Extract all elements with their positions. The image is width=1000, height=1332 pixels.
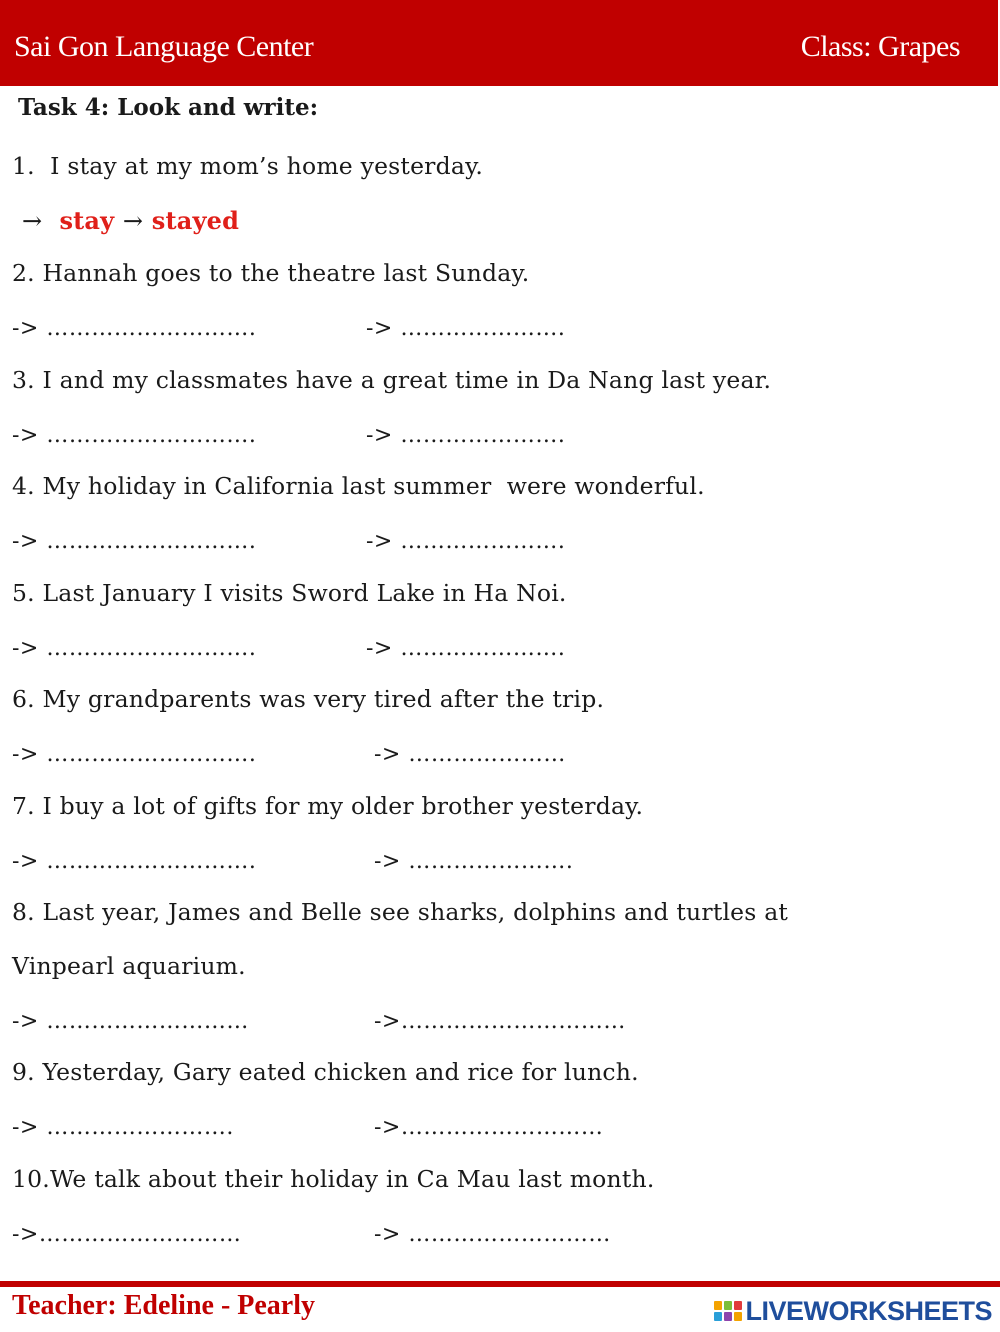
question-9: 9. Yesterday, Gary eated chicken and rice for lunch. [12, 1058, 639, 1086]
task-title: Task 4: Look and write: [18, 94, 319, 121]
answer-10b[interactable]: -> ……………………… [374, 1222, 611, 1247]
footer-divider [0, 1281, 1000, 1287]
answer-2a[interactable]: -> ………………………. [12, 316, 257, 341]
question-10: 10.We talk about their holiday in Ca Mau last month. [12, 1165, 655, 1193]
answer-10a[interactable]: ->……………………… [12, 1222, 242, 1247]
answer-7a[interactable]: -> ………………………. [12, 849, 257, 874]
answer-4a[interactable]: -> ………………………. [12, 529, 257, 554]
arrow-icon: → [122, 207, 144, 235]
brand-name: LIVEWORKSHEETS [745, 1295, 992, 1326]
answer-9b[interactable]: ->……………………… [374, 1115, 604, 1140]
answer-9a[interactable]: -> ……………………. [12, 1115, 234, 1140]
arrow-icon: → [22, 207, 43, 235]
question-7: 7. I buy a lot of gifts for my older brother yesterday. [12, 792, 644, 820]
question-8: 8. Last year, James and Belle see sharks, dolphins and turtles at [12, 898, 789, 926]
teacher-name: Teacher: Edeline - Pearly [12, 1290, 316, 1321]
answer-5a[interactable]: -> ………………………. [12, 636, 257, 661]
answer-3a[interactable]: -> ………………………. [12, 423, 257, 448]
answer-8b[interactable]: ->………………………… [374, 1009, 626, 1034]
answer-7b[interactable]: -> …………………. [374, 849, 574, 874]
example-right: stayed [151, 206, 240, 235]
logo-grid-icon [714, 1301, 742, 1321]
answer-6b[interactable]: -> ………………… [374, 742, 566, 767]
question-4: 4. My holiday in California last summer were wonderful. [12, 472, 705, 500]
answer-2b[interactable]: -> …………………. [366, 316, 566, 341]
class-name: Class: Grapes [800, 30, 960, 63]
question-8-cont: Vinpearl aquarium. [12, 952, 246, 980]
question-3: 3. I and my classmates have a great time in Da Nang last year. [12, 366, 772, 394]
answer-6a[interactable]: -> ………………………. [12, 742, 257, 767]
answer-5b[interactable]: -> …………………. [366, 636, 566, 661]
example-answer [22, 206, 239, 235]
answer-3b[interactable]: -> …………………. [366, 423, 566, 448]
center-name: Sai Gon Language Center [14, 30, 314, 63]
question-5: 5. Last January I visits Sword Lake in Ha Noi. [12, 579, 567, 607]
question-6: 6. My grandparents was very tired after the trip. [12, 685, 605, 713]
example-wrong: stay [59, 206, 115, 235]
answer-4b[interactable]: -> …………………. [366, 529, 566, 554]
liveworksheets-logo[interactable] [714, 1296, 992, 1326]
question-1: 1. I stay at my mom’s home yesterday. [12, 152, 484, 180]
answer-8a[interactable]: -> ……………………… [12, 1009, 249, 1034]
page-header [0, 0, 998, 86]
question-2: 2. Hannah goes to the theatre last Sunday. [12, 259, 530, 287]
